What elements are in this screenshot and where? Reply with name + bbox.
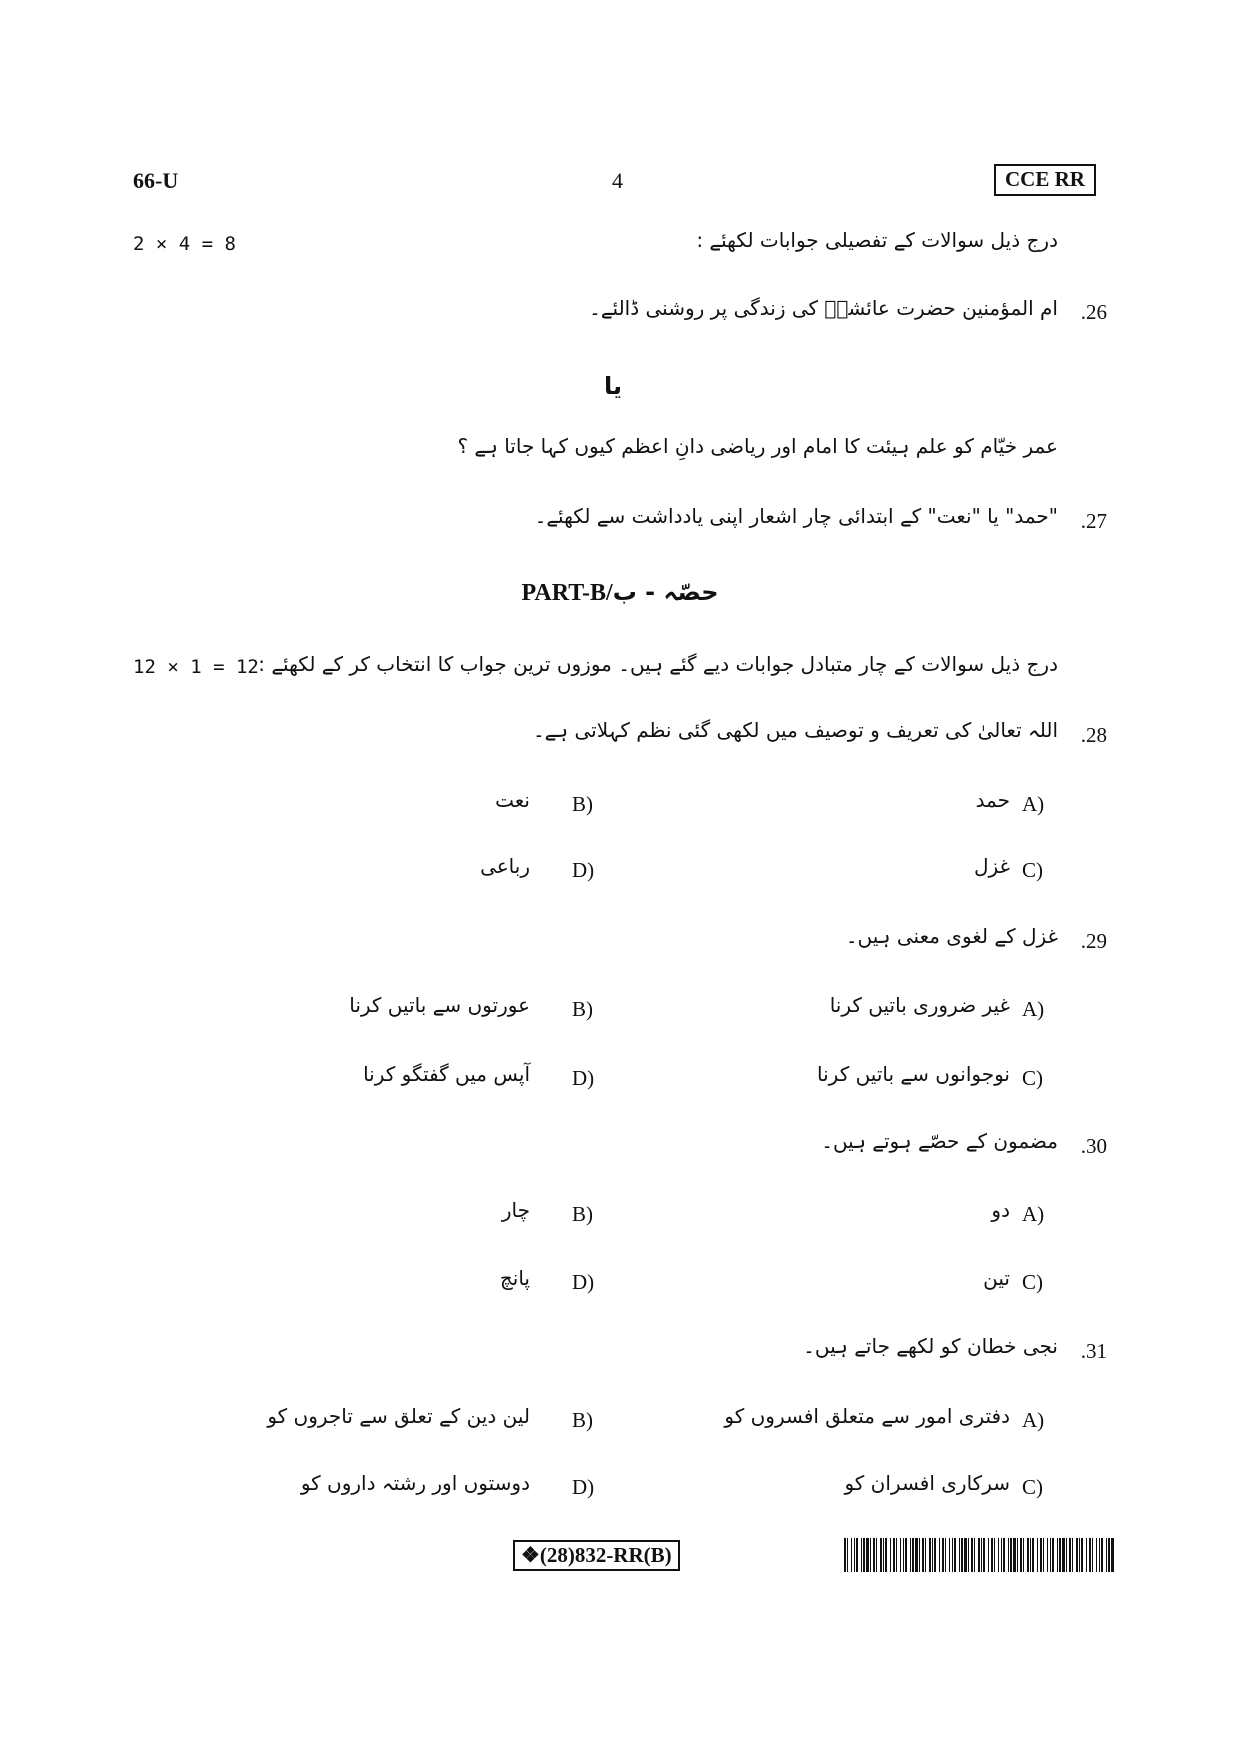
barcode-bar [1032,1538,1034,1572]
q31-option-d: دوستوں اور رشتہ داروں کو [300,1471,530,1495]
barcode-bar [939,1538,940,1572]
barcode-bar [1030,1538,1031,1572]
barcode-bar [866,1538,869,1572]
barcode-bar [1081,1538,1083,1572]
question-28-text: اللہ تعالیٰ کی تعریف و توصیف میں لکھی گئی نظم کہلاتی ہے۔ [532,718,1058,742]
barcode-bar [1092,1538,1093,1572]
barcode-bar [964,1538,967,1572]
barcode-bar [1069,1538,1071,1572]
option-b-label: B) [572,1202,593,1226]
barcode-bar [988,1538,989,1572]
question-number-31: .31 [1080,1339,1107,1363]
barcode-bar [905,1538,907,1572]
q31-option-c: سرکاری افسران کو [844,1471,1010,1495]
option-a-label: A) [1022,792,1045,816]
barcode-bar [880,1538,882,1572]
barcode-bar [863,1538,865,1572]
barcode-bar [1043,1538,1044,1572]
barcode-bar [922,1538,924,1572]
option-b-label: B) [572,792,593,816]
q29-option-c: نوجوانوں سے باتیں کرنا [817,1062,1010,1086]
series-badge: CCE RR [994,164,1096,196]
part-a-marks: 2 × 4 = 8 [133,233,236,255]
part-b-heading-en: PART-B/ [521,580,613,606]
question-26-alt-text: عمر خیّام کو علم ہیئت کا امام اور ریاضی دانِ اعظم کیوں کہا جاتا ہے ؟ [457,434,1058,458]
barcode-bar [1040,1538,1042,1572]
question-30-text: مضمون کے حصّے ہوتے ہیں۔ [821,1129,1058,1153]
q28-option-b: نعت [495,788,530,812]
option-d-label: D) [572,1066,595,1090]
barcode-bar [1108,1538,1110,1572]
barcode-bar [1057,1538,1058,1572]
q31-option-a: دفتری امور سے متعلق افسروں کو [724,1404,1010,1428]
barcode-bar [952,1538,953,1572]
part-b-heading-ur: حصّہ - ب [612,578,719,606]
option-b-label: B) [572,997,593,1021]
barcode-bar [1086,1538,1087,1572]
barcode-bar [925,1538,926,1572]
question-number-26: .26 [1080,300,1107,324]
question-31-text: نجی خطان کو لکھے جاتے ہیں۔ [803,1334,1058,1358]
barcode-bar [885,1538,887,1572]
barcode-bar [1066,1538,1067,1572]
barcode-bar [942,1538,944,1572]
barcode-bar [1076,1538,1078,1572]
option-a-label: A) [1022,997,1045,1021]
barcode-bar [1052,1538,1054,1572]
barcode-bar [1079,1538,1080,1572]
footer-paper-id: ❖(28)832-RR(B) [513,1540,680,1571]
barcode-bar [1072,1538,1073,1572]
question-29-text: غزل کے لغوی معنی ہیں۔ [845,924,1058,948]
barcode-bar [847,1538,848,1572]
barcode-bar [910,1538,911,1572]
barcode-bar [994,1538,995,1572]
barcode-bar [1111,1538,1114,1572]
barcode-bar [1101,1538,1103,1572]
q29-option-b: عورتوں سے باتیں کرنا [349,993,530,1017]
barcode-bar [1017,1538,1018,1572]
part-b-heading [0,578,1240,607]
barcode-bar [912,1538,914,1572]
barcode-bar [900,1538,901,1572]
q31-option-b: لین دین کے تعلق سے تاجروں کو [267,1404,530,1428]
barcode-bar [945,1538,946,1572]
barcode-bar [861,1538,862,1572]
q30-option-a: دو [991,1198,1010,1222]
barcode-bar [932,1538,933,1572]
barcode-bar [1027,1538,1029,1572]
option-d-label: D) [572,1270,595,1294]
barcode-bar [1008,1538,1009,1572]
page-number: 4 [612,168,623,193]
barcode-bar [873,1538,875,1572]
question-number-27: .27 [1080,509,1107,533]
option-c-label: C) [1022,1475,1043,1499]
barcode-bar [903,1538,904,1572]
barcode-bar [974,1538,975,1572]
option-d-label: D) [572,1475,595,1499]
q30-option-c: تین [983,1266,1010,1290]
barcode-bar [1013,1538,1016,1572]
barcode-bar [1089,1538,1091,1572]
question-27-text: "حمد" یا "نعت" کے ابتدائی چار اشعار اپنی یادداشت سے لکھئے۔ [534,504,1058,528]
barcode-bar [883,1538,884,1572]
barcode-bar [854,1538,855,1572]
barcode-bar [1047,1538,1048,1572]
option-d-label: D) [572,858,595,882]
part-a-instruction: درج ذیل سوالات کے تفصیلی جوابات لکھئے : [696,228,1058,252]
barcode-bar [981,1538,982,1572]
barcode-bar [896,1538,897,1572]
barcode-bar [978,1538,980,1572]
question-number-28: .28 [1080,723,1107,747]
barcode-bar [890,1538,891,1572]
barcode-bar [851,1538,852,1572]
barcode-bar [893,1538,895,1572]
question-number-29: .29 [1080,929,1107,953]
question-number-30: .30 [1080,1134,1107,1158]
q29-option-a: غیر ضروری باتیں کرنا [829,993,1010,1017]
barcode-bar [1037,1538,1038,1572]
part-b-instruction: درج ذیل سوالات کے چار متبادل جوابات دیے گئے ہیں۔ موزوں ترین جواب کا انتخاب کر کے لکھئے : [258,652,1058,676]
barcode-bar [915,1538,918,1572]
barcode-bar [1003,1538,1005,1572]
q29-option-d: آپس میں گفتگو کرنا [363,1062,530,1086]
barcode-bar [968,1538,969,1572]
barcode-bar [1099,1538,1100,1572]
barcode-image [844,1538,1114,1572]
barcode-bar [1010,1538,1012,1572]
barcode-bar [991,1538,993,1572]
barcode-bar [1050,1538,1051,1572]
q30-option-b: چار [501,1198,530,1222]
barcode-bar [961,1538,963,1572]
barcode-bar [934,1538,936,1572]
barcode-bar [1023,1538,1024,1572]
barcode-bar [870,1538,871,1572]
barcode-bar [1096,1538,1097,1572]
barcode-bar [954,1538,956,1572]
barcode-bar [983,1538,985,1572]
or-label: یا [604,372,623,400]
barcode-bar [1106,1538,1107,1572]
q28-option-a: حمد [975,788,1010,812]
barcode-bar [929,1538,931,1572]
barcode-bar [1062,1538,1065,1572]
barcode-bar [876,1538,877,1572]
q28-option-c: غزل [973,854,1010,878]
barcode-bar [844,1538,846,1572]
barcode-bar [998,1538,999,1572]
option-a-label: A) [1022,1202,1045,1226]
barcode-bar [856,1538,858,1572]
barcode-bar [1059,1538,1061,1572]
q30-option-d: پانچ [499,1266,530,1290]
barcode-bar [919,1538,920,1572]
paper-code: 66-U [133,168,179,193]
barcode-bar [959,1538,960,1572]
option-c-label: C) [1022,858,1043,882]
question-26-text: ام المؤمنین حضرت عائشہؓ کی زندگی پر روشنی ڈالئے۔ [589,296,1058,320]
barcode-bar [1020,1538,1022,1572]
part-b-marks: 12 × 1 = 12 [133,656,259,678]
barcode-bar [1001,1538,1002,1572]
option-c-label: C) [1022,1270,1043,1294]
barcode-bar [949,1538,950,1572]
q28-option-d: رباعی [480,854,530,878]
option-c-label: C) [1022,1066,1043,1090]
option-b-label: B) [572,1408,593,1432]
barcode-bar [971,1538,973,1572]
option-a-label: A) [1022,1408,1045,1432]
